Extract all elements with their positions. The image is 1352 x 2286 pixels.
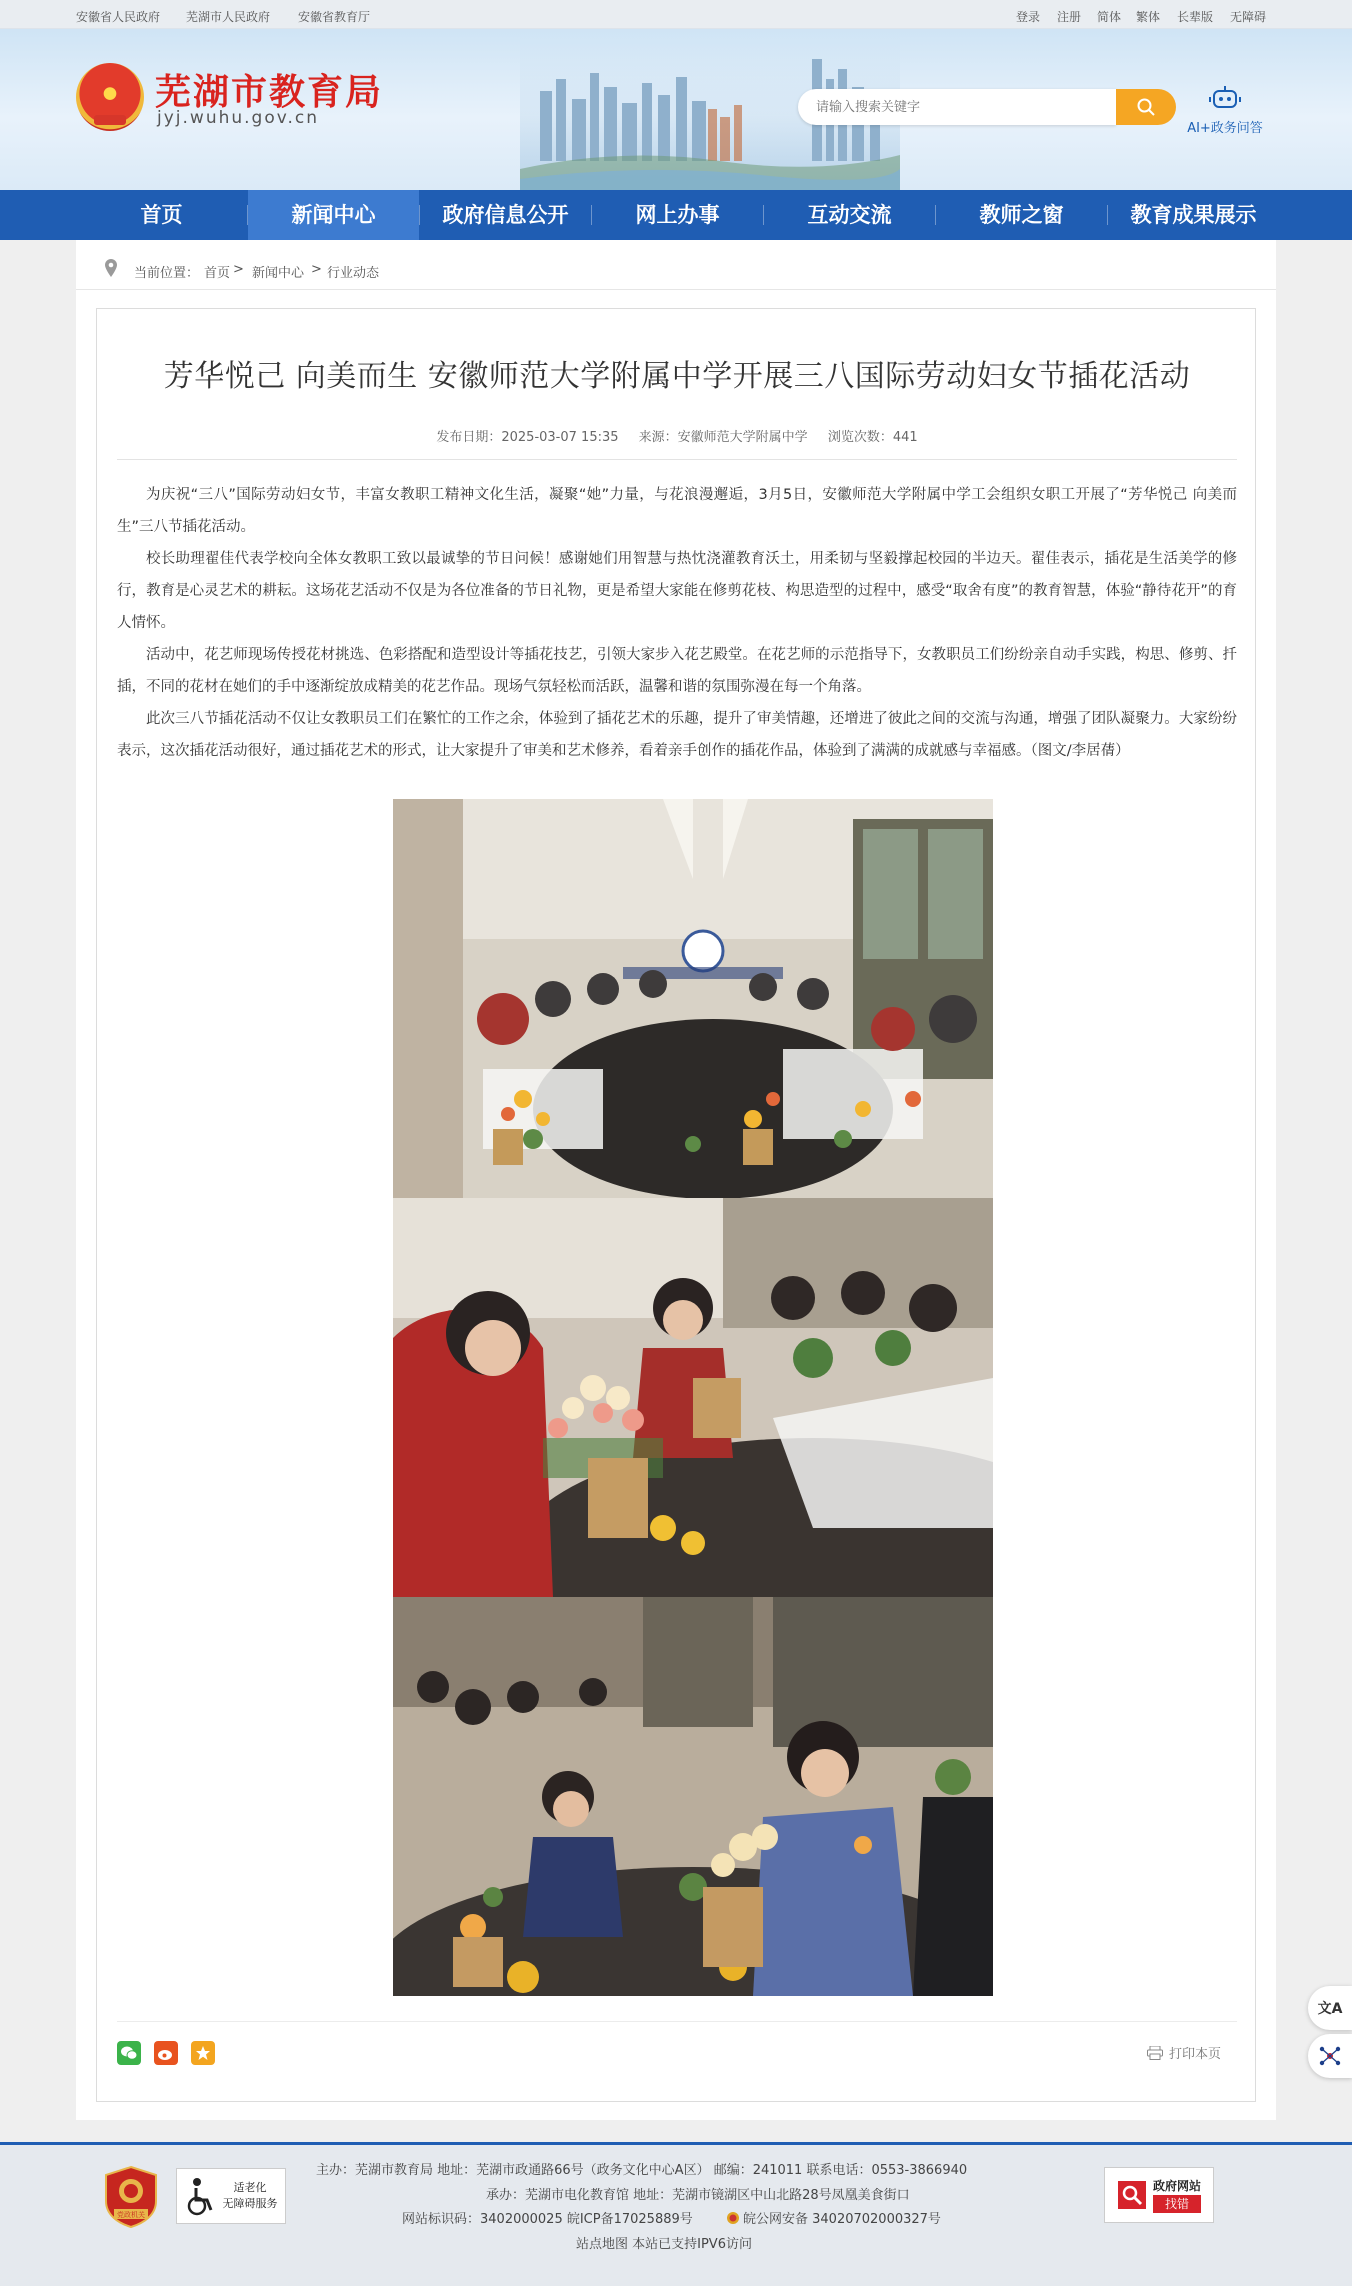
star-icon [195, 2045, 211, 2061]
wheelchair-icon [185, 2176, 217, 2216]
printer-icon [1147, 2046, 1163, 2060]
gov-site-error-report-badge[interactable] [1104, 2167, 1214, 2223]
report-line2: 找错 [1153, 2195, 1201, 2213]
print-label: 打印本页 [1169, 2047, 1222, 2062]
article-paragraph: 此次三八节插花活动不仅让女教职员工们在繁忙的工作之余，体验到了插花艺术的乐趣，提升了审美情趣，还增进了彼此之间的交流与沟通，增强了团队凝聚力。大家纷纷表示，这次插花活动很好，通过插花艺术的形式，让大家提升了审美和艺术修养，看着亲手创作的插花作品，体验到了满满的成就感与幸福感。（图文/李居蒨） [117, 711, 1237, 759]
nav-interaction[interactable]: 互动交流 [807, 203, 892, 227]
share-divider [117, 2021, 1237, 2022]
main-content [76, 240, 1276, 2120]
register-link[interactable]: 注册 [1057, 10, 1082, 24]
search-input[interactable] [798, 89, 1116, 125]
article-meta [97, 426, 1257, 445]
ai-qa-button[interactable] [1180, 85, 1270, 136]
article-photo [393, 799, 993, 1198]
robot-icon [1209, 85, 1241, 111]
main-nav [0, 190, 1352, 240]
party-gov-badge-icon [104, 2165, 158, 2229]
accessibility-line2: 无障碍服务 [222, 2197, 278, 2210]
elder-version-link[interactable]: 长辈版 [1177, 10, 1214, 24]
site-footer [0, 2142, 1352, 2286]
footer-police-record[interactable] [726, 2208, 941, 2227]
ai-qa-label: AI+政务问答 [1187, 121, 1263, 136]
translate-icon: 文A [1317, 2001, 1343, 2017]
site-header [0, 29, 1352, 190]
breadcrumb-news[interactable]: 新闻中心 [252, 266, 305, 281]
footer-organizer: 承办：芜湖市电化教育馆 地址：芜湖市镜湖区中山北路28号凤凰美食街口 [486, 2188, 910, 2203]
search-button[interactable] [1116, 89, 1176, 125]
share-weibo-button[interactable] [154, 2041, 178, 2065]
breadcrumb-sep: > [233, 262, 244, 277]
article-paragraph: 校长助理翟佳代表学校向全体女教职工致以最诚挚的节日问候！感谢她们用智慧与热忱浇灌教育沃土，用柔韧与坚毅撑起校园的半边天。翟佳表示，插花是生活美学的修行，教育是心灵艺术的耕耘。这场花艺活动不仅是为各位准备的节日礼物，更是希望大家能在修剪花枝、构思造型的过程中，感受“取舍有度”的教育智慧，体验“静待花开”的育人情怀。 [117, 551, 1237, 631]
breadcrumb-industry[interactable]: 行业动态 [327, 266, 380, 281]
accessibility-link[interactable]: 无障碍 [1230, 10, 1267, 24]
article-paragraph: 活动中，花艺师现场传授花材挑选、色彩搭配和造型设计等插花技艺，引领大家步入花艺殿堂。在花艺师的示范指导下，女教职员工们纷纷亲自动手实践，构思、修剪、扦插，不同的花材在她们的手中逐渐绽放成精美的花艺作品。现场气氛轻松而活跃，温馨和谐的氛围弥漫在每一个角落。 [117, 647, 1237, 695]
national-emblem-icon [76, 63, 144, 131]
nav-gov-info[interactable]: 政府信息公开 [442, 203, 569, 227]
women-arranging-flowers-photo [393, 1198, 993, 1597]
translate-float-button[interactable] [1308, 1986, 1352, 2030]
footer-site-ids: 网站标识码：3402000025 皖ICP备17025889号 [402, 2212, 693, 2227]
police-badge-icon [726, 2211, 740, 2225]
link-anhui-gov[interactable]: 安徽省人民政府 [76, 10, 161, 24]
share-wechat-button[interactable] [117, 2041, 141, 2065]
login-link[interactable]: 登录 [1016, 10, 1041, 24]
title-divider [117, 459, 1237, 460]
party-gov-badge-text: 党政机关 [117, 2211, 145, 2219]
breadcrumb-home[interactable]: 首页 [204, 266, 231, 281]
nav-online-services[interactable]: 网上办事 [635, 203, 720, 227]
article-photo [393, 1597, 993, 1996]
article-card [96, 308, 1256, 2102]
flower-arranging-room-photo [393, 799, 993, 1198]
nav-home[interactable]: 首页 [140, 203, 183, 227]
share-favorite-button[interactable] [191, 2041, 215, 2065]
search-box [798, 89, 1116, 125]
party-gov-badge[interactable] [104, 2165, 158, 2229]
location-pin-icon [104, 258, 118, 278]
top-utility-bar [0, 0, 1352, 29]
wechat-icon [120, 2045, 138, 2061]
accessibility-service-badge[interactable] [176, 2168, 286, 2224]
network-float-button[interactable] [1308, 2034, 1352, 2078]
report-line1: 政府网站 [1152, 2179, 1201, 2193]
magnifier-icon [1117, 2180, 1147, 2210]
nav-achievements[interactable]: 教育成果展示 [1130, 203, 1257, 227]
article-title: 芳华悦己 向美而生 安徽师范大学附属中学开展三八国际劳动妇女节插花活动 [163, 359, 1191, 394]
article-source: 来源：安徽师范大学附属中学 [638, 430, 808, 445]
site-name[interactable]: 芜湖市教育局 [155, 72, 384, 113]
link-wuhu-gov[interactable]: 芜湖市人民政府 [186, 10, 271, 24]
article-photo [393, 1198, 993, 1597]
article-paragraph: 为庆祝“三八”国际劳动妇女节，丰富女教职工精神文化生活，凝聚“她”力量，与花浪漫邂逅，3月5日，安徽师范大学附属中学工会组织女职工开展了“芳华悦己 向美而生”三八节插花活动。 [117, 487, 1237, 535]
search-icon [1136, 97, 1156, 117]
publish-date: 发布日期：2025-03-07 15:35 [436, 430, 619, 445]
traditional-link[interactable]: 繁体 [1136, 10, 1161, 24]
breadcrumb-sep: > [311, 262, 322, 277]
footer-sitemap[interactable]: 站点地图 本站已支持IPV6访问 [576, 2237, 752, 2252]
flower-activity-photo [393, 1597, 993, 1996]
footer-sponsor: 主办：芜湖市教育局 地址：芜湖市政通路66号（政务文化中心A区） 邮编：241011 联系电话：0553-3866940 [316, 2163, 968, 2178]
article-body [117, 479, 1237, 767]
nav-news-center[interactable]: 新闻中心 [248, 190, 419, 240]
simplified-link[interactable]: 简体 [1097, 10, 1122, 24]
breadcrumb-label: 当前位置： [134, 266, 200, 281]
site-domain: jyj.wuhu.gov.cn [157, 108, 319, 128]
network-icon [1319, 2045, 1341, 2067]
weibo-icon [157, 2045, 175, 2061]
view-count: 浏览次数：441 [827, 430, 918, 445]
link-anhui-edu[interactable]: 安徽省教育厅 [298, 10, 371, 24]
breadcrumb [76, 240, 1276, 290]
nav-teachers[interactable]: 教师之窗 [979, 203, 1064, 227]
police-record-text: 皖公网安备 34020702000327号 [743, 2212, 941, 2227]
accessibility-line1: 适老化 [233, 2181, 267, 2194]
print-button[interactable] [1147, 2043, 1221, 2062]
